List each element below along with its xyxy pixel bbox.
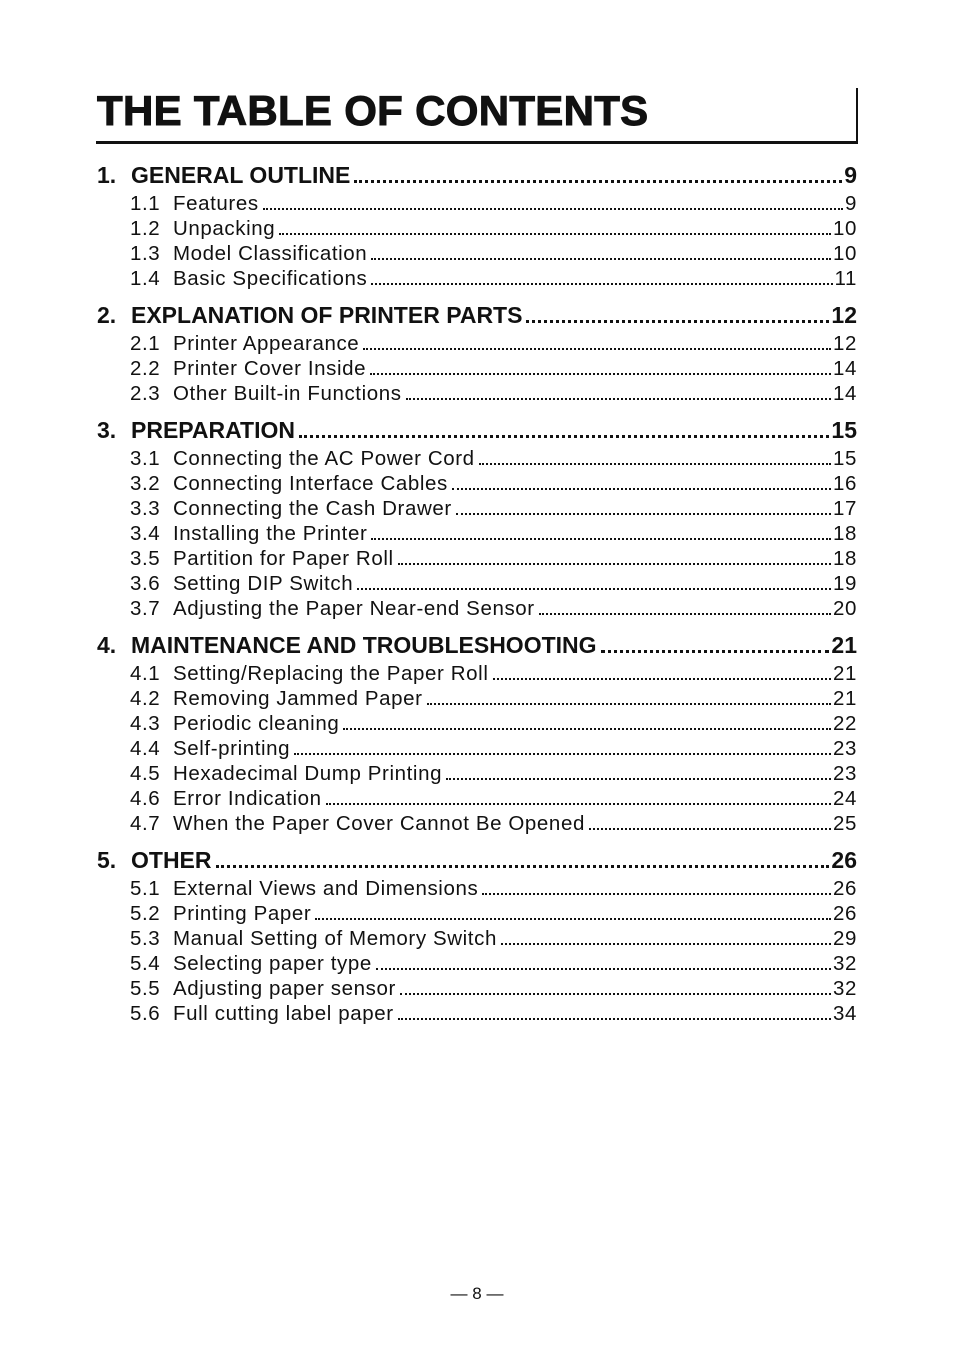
entry-number: 3.5 (130, 547, 161, 570)
entry-page-number: 14 (832, 357, 857, 380)
entry-page-number: 20 (832, 597, 857, 620)
section-page-number: 26 (831, 847, 857, 873)
entry-title: When the Paper Cover Cannot Be Opened (173, 812, 585, 835)
dot-leader (315, 901, 831, 926)
entry-number: 4.7 (130, 812, 161, 835)
toc-section-heading[interactable] (97, 415, 857, 446)
entry-page-number: 26 (832, 902, 857, 925)
entry-page-number: 32 (832, 977, 857, 1000)
entry-number: 5.6 (130, 1002, 161, 1025)
entry-page-number: 22 (832, 712, 857, 735)
dot-leader (398, 546, 831, 571)
toc-entry[interactable] (97, 976, 857, 1001)
toc-section-heading[interactable] (97, 630, 857, 661)
entry-number: 4.1 (130, 662, 161, 685)
entry-title: Setting/Replacing the Paper Roll (173, 662, 489, 685)
entry-title: Installing the Printer (173, 522, 368, 545)
section-title: PREPARATION (131, 417, 295, 443)
toc-entry[interactable] (97, 736, 857, 761)
section-number: 2. (97, 302, 117, 328)
entry-number: 5.2 (130, 902, 161, 925)
entry-number: 3.2 (130, 472, 161, 495)
entry-page-number: 9 (844, 192, 857, 215)
dot-leader (343, 711, 831, 736)
toc-entry[interactable] (97, 876, 857, 901)
entry-title: Partition for Paper Roll (173, 547, 394, 570)
entry-page-number: 26 (832, 877, 857, 900)
entry-number: 5.4 (130, 952, 161, 975)
dot-leader (456, 496, 831, 521)
entry-page-number: 29 (832, 927, 857, 950)
entry-number: 2.3 (130, 382, 161, 405)
entry-page-number: 14 (832, 382, 857, 405)
section-number: 3. (97, 417, 117, 443)
dot-leader (526, 300, 829, 331)
toc-entry[interactable] (97, 356, 857, 381)
toc-entry[interactable] (97, 686, 857, 711)
entry-page-number: 24 (832, 787, 857, 810)
toc-entry[interactable] (97, 596, 857, 621)
toc-entry[interactable] (97, 216, 857, 241)
toc-entry[interactable] (97, 331, 857, 356)
toc-entry[interactable] (97, 786, 857, 811)
dot-leader (501, 926, 831, 951)
section-page-number: 21 (831, 632, 857, 658)
entry-title: Model Classification (173, 242, 368, 265)
entry-page-number: 19 (832, 572, 857, 595)
entry-number: 4.6 (130, 787, 161, 810)
page-title: THE TABLE OF CONTENTS (97, 87, 649, 134)
dot-leader (326, 786, 831, 811)
toc-section (97, 845, 857, 1026)
toc-entry[interactable] (97, 951, 857, 976)
dot-leader (601, 630, 830, 661)
section-number: 5. (97, 847, 117, 873)
toc-section (97, 300, 857, 406)
entry-number: 4.4 (130, 737, 161, 760)
section-page-number: 15 (831, 417, 857, 443)
page-number-footer: — 8 — (450, 1284, 504, 1303)
dot-leader (452, 471, 831, 496)
entry-page-number: 16 (832, 472, 857, 495)
dot-leader (279, 216, 831, 241)
entry-page-number: 12 (832, 332, 857, 355)
dot-leader (294, 736, 831, 761)
toc-entry[interactable] (97, 471, 857, 496)
entry-number: 5.5 (130, 977, 161, 1000)
toc-entry[interactable] (97, 546, 857, 571)
section-page-number: 12 (831, 302, 857, 328)
entry-title: Printer Appearance (173, 332, 360, 355)
dot-leader (216, 845, 830, 876)
entry-page-number: 21 (832, 662, 857, 685)
toc-entry[interactable] (97, 521, 857, 546)
toc-entry[interactable] (97, 926, 857, 951)
entry-title: Other Built-in Functions (173, 382, 402, 405)
toc-entry[interactable] (97, 446, 857, 471)
entry-number: 4.3 (130, 712, 161, 735)
toc-entry[interactable] (97, 571, 857, 596)
toc-section (97, 415, 857, 621)
entry-number: 5.3 (130, 927, 161, 950)
toc-entry[interactable] (97, 811, 857, 836)
entry-title: Basic Specifications (173, 267, 368, 290)
dot-leader (427, 686, 831, 711)
entry-page-number: 18 (832, 547, 857, 570)
entry-number: 4.5 (130, 762, 161, 785)
entry-page-number: 23 (832, 762, 857, 785)
dot-leader (406, 381, 831, 406)
entry-title: Connecting Interface Cables (173, 472, 448, 495)
entry-title: Printer Cover Inside (173, 357, 367, 380)
dot-leader (539, 596, 831, 621)
entry-number: 3.4 (130, 522, 161, 545)
entry-page-number: 15 (832, 447, 857, 470)
entry-title: Adjusting paper sensor (173, 977, 396, 1000)
toc-entry[interactable] (97, 1001, 857, 1026)
toc-entry[interactable] (97, 761, 857, 786)
entry-page-number: 17 (832, 497, 857, 520)
table-of-contents (97, 160, 857, 1026)
entry-page-number: 18 (832, 522, 857, 545)
entry-page-number: 34 (832, 1002, 857, 1025)
entry-number: 5.1 (130, 877, 161, 900)
dot-leader (400, 976, 831, 1001)
entry-page-number: 21 (832, 687, 857, 710)
entry-title: Hexadecimal Dump Printing (173, 762, 443, 785)
entry-title: Periodic cleaning (173, 712, 340, 735)
dot-leader (371, 521, 831, 546)
entry-title: Full cutting label paper (173, 1002, 394, 1025)
section-title: GENERAL OUTLINE (131, 162, 351, 188)
entry-title: Selecting paper type (173, 952, 372, 975)
entry-title: Removing Jammed Paper (173, 687, 423, 710)
dot-leader (446, 761, 831, 786)
toc-entry[interactable] (97, 241, 857, 266)
entry-title: Connecting the AC Power Cord (173, 447, 475, 470)
entry-number: 3.3 (130, 497, 161, 520)
dot-leader (398, 1001, 831, 1026)
entry-number: 2.2 (130, 357, 161, 380)
entry-number: 1.4 (130, 267, 161, 290)
section-title: MAINTENANCE AND TROUBLESHOOTING (131, 632, 597, 658)
entry-page-number: 25 (832, 812, 857, 835)
entry-title: Features (173, 192, 259, 215)
dot-leader (376, 951, 831, 976)
dot-leader (479, 446, 831, 471)
entry-number: 2.1 (130, 332, 161, 355)
toc-entry[interactable] (97, 711, 857, 736)
toc-section (97, 160, 857, 291)
dot-leader (371, 266, 832, 291)
entry-number: 4.2 (130, 687, 161, 710)
toc-entry[interactable] (97, 661, 857, 686)
section-number: 4. (97, 632, 117, 658)
toc-entry[interactable] (97, 496, 857, 521)
entry-number: 1.2 (130, 217, 161, 240)
toc-section (97, 630, 857, 836)
entry-page-number: 11 (834, 267, 857, 290)
dot-leader (299, 415, 829, 446)
entry-title: Manual Setting of Memory Switch (173, 927, 497, 950)
toc-entry[interactable] (97, 901, 857, 926)
entry-number: 3.7 (130, 597, 161, 620)
entry-page-number: 10 (832, 242, 857, 265)
section-title: EXPLANATION OF PRINTER PARTS (131, 302, 523, 328)
entry-title: Self-printing (173, 737, 291, 760)
dot-leader (371, 241, 831, 266)
entry-title: Printing Paper (173, 902, 312, 925)
entry-number: 3.6 (130, 572, 161, 595)
toc-section-heading[interactable] (97, 300, 857, 331)
entry-title: Adjusting the Paper Near-end Sensor (173, 597, 535, 620)
dot-leader (357, 571, 831, 596)
toc-entry[interactable] (97, 191, 857, 216)
entry-page-number: 23 (832, 737, 857, 760)
dot-leader (370, 356, 831, 381)
entry-number: 3.1 (130, 447, 161, 470)
title-block (96, 88, 858, 144)
toc-entry[interactable] (97, 266, 857, 291)
entry-title: Error Indication (173, 787, 322, 810)
toc-section-heading[interactable] (97, 160, 857, 191)
section-title: OTHER (131, 847, 212, 873)
entry-page-number: 32 (832, 952, 857, 975)
entry-title: External Views and Dimensions (173, 877, 479, 900)
toc-section-heading[interactable] (97, 845, 857, 876)
section-number: 1. (97, 162, 117, 188)
entry-number: 1.3 (130, 242, 161, 265)
dot-leader (493, 661, 831, 686)
dot-leader (589, 811, 831, 836)
toc-entry[interactable] (97, 381, 857, 406)
entry-number: 1.1 (130, 192, 161, 215)
entry-title: Connecting the Cash Drawer (173, 497, 452, 520)
section-page-number: 9 (844, 162, 857, 188)
entry-title: Setting DIP Switch (173, 572, 354, 595)
dot-leader (482, 876, 831, 901)
entry-page-number: 10 (832, 217, 857, 240)
dot-leader (263, 191, 843, 216)
dot-leader (363, 331, 831, 356)
dot-leader (354, 160, 842, 191)
entry-title: Unpacking (173, 217, 276, 240)
